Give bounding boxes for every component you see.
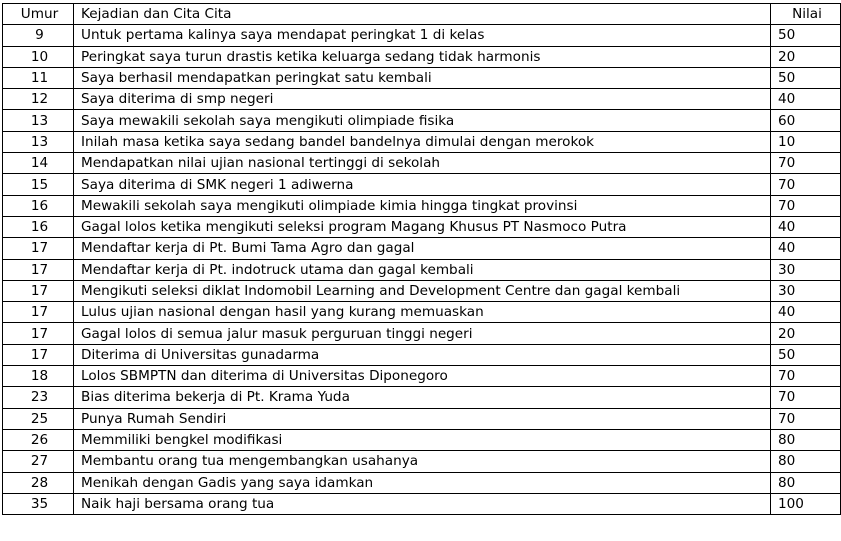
cell-score: 30 bbox=[771, 280, 841, 301]
cell-age: 28 bbox=[3, 472, 74, 493]
table-row bbox=[3, 259, 841, 280]
cell-age: 17 bbox=[3, 280, 74, 301]
cell-event: Mendaftar kerja di Pt. Bumi Tama Agro dan gagal bbox=[74, 238, 771, 259]
cell-age: 23 bbox=[3, 387, 74, 408]
table-row bbox=[3, 451, 841, 472]
cell-event: Diterima di Universitas gunadarma bbox=[74, 344, 771, 365]
table-row bbox=[3, 280, 841, 301]
cell-event: Inilah masa ketika saya sedang bandel bandelnya dimulai dengan merokok bbox=[74, 131, 771, 152]
cell-score: 80 bbox=[771, 451, 841, 472]
header-event: Kejadian dan Cita Cita bbox=[74, 4, 771, 25]
table-row bbox=[3, 46, 841, 67]
header-age: Umur bbox=[3, 4, 74, 25]
cell-score: 70 bbox=[771, 366, 841, 387]
table-row bbox=[3, 195, 841, 216]
cell-event: Peringkat saya turun drastis ketika keluarga sedang tidak harmonis bbox=[74, 46, 771, 67]
cell-age: 11 bbox=[3, 67, 74, 88]
cell-event: Saya diterima di SMK negeri 1 adiwerna bbox=[74, 174, 771, 195]
cell-age: 17 bbox=[3, 238, 74, 259]
table-row bbox=[3, 216, 841, 237]
cell-event: Naik haji bersama orang tua bbox=[74, 493, 771, 514]
cell-event: Saya mewakili sekolah saya mengikuti olimpiade fisika bbox=[74, 110, 771, 131]
life-events-table bbox=[2, 3, 841, 515]
cell-age: 26 bbox=[3, 429, 74, 450]
cell-age: 13 bbox=[3, 110, 74, 131]
cell-age: 27 bbox=[3, 451, 74, 472]
cell-score: 100 bbox=[771, 493, 841, 514]
cell-score: 50 bbox=[771, 25, 841, 46]
cell-age: 16 bbox=[3, 195, 74, 216]
cell-score: 40 bbox=[771, 302, 841, 323]
cell-event: Saya diterima di smp negeri bbox=[74, 89, 771, 110]
cell-score: 70 bbox=[771, 195, 841, 216]
cell-score: 30 bbox=[771, 259, 841, 280]
table-row bbox=[3, 493, 841, 514]
cell-age: 9 bbox=[3, 25, 74, 46]
cell-score: 70 bbox=[771, 153, 841, 174]
table-row bbox=[3, 153, 841, 174]
cell-score: 20 bbox=[771, 46, 841, 67]
table-row bbox=[3, 472, 841, 493]
cell-age: 14 bbox=[3, 153, 74, 174]
table-row bbox=[3, 344, 841, 365]
cell-score: 70 bbox=[771, 387, 841, 408]
table-row bbox=[3, 408, 841, 429]
cell-age: 16 bbox=[3, 216, 74, 237]
cell-event: Mewakili sekolah saya mengikuti olimpiade kimia hingga tingkat provinsi bbox=[74, 195, 771, 216]
cell-age: 35 bbox=[3, 493, 74, 514]
cell-age: 17 bbox=[3, 344, 74, 365]
cell-score: 10 bbox=[771, 131, 841, 152]
table-row bbox=[3, 89, 841, 110]
table-row bbox=[3, 429, 841, 450]
table-row bbox=[3, 302, 841, 323]
cell-score: 40 bbox=[771, 216, 841, 237]
cell-score: 80 bbox=[771, 472, 841, 493]
cell-event: Memmiliki bengkel modifikasi bbox=[74, 429, 771, 450]
table-row bbox=[3, 323, 841, 344]
cell-event: Saya berhasil mendapatkan peringkat satu kembali bbox=[74, 67, 771, 88]
cell-score: 50 bbox=[771, 344, 841, 365]
table-row bbox=[3, 366, 841, 387]
cell-event: Gagal lolos ketika mengikuti seleksi program Magang Khusus PT Nasmoco Putra bbox=[74, 216, 771, 237]
cell-score: 40 bbox=[771, 238, 841, 259]
table-row bbox=[3, 67, 841, 88]
cell-age: 15 bbox=[3, 174, 74, 195]
cell-score: 70 bbox=[771, 174, 841, 195]
cell-age: 25 bbox=[3, 408, 74, 429]
cell-event: Lulus ujian nasional dengan hasil yang kurang memuaskan bbox=[74, 302, 771, 323]
cell-age: 17 bbox=[3, 259, 74, 280]
cell-event: Mengikuti seleksi diklat Indomobil Learning and Development Centre dan gagal kembali bbox=[74, 280, 771, 301]
cell-event: Untuk pertama kalinya saya mendapat peringkat 1 di kelas bbox=[74, 25, 771, 46]
table-body bbox=[3, 25, 841, 515]
cell-age: 12 bbox=[3, 89, 74, 110]
cell-event: Bias diterima bekerja di Pt. Krama Yuda bbox=[74, 387, 771, 408]
cell-event: Mendaftar kerja di Pt. indotruck utama dan gagal kembali bbox=[74, 259, 771, 280]
cell-age: 18 bbox=[3, 366, 74, 387]
table-row bbox=[3, 174, 841, 195]
table-row bbox=[3, 25, 841, 46]
table-header bbox=[3, 4, 841, 25]
cell-score: 60 bbox=[771, 110, 841, 131]
cell-event: Membantu orang tua mengembangkan usahanya bbox=[74, 451, 771, 472]
cell-score: 20 bbox=[771, 323, 841, 344]
cell-score: 80 bbox=[771, 429, 841, 450]
cell-age: 17 bbox=[3, 302, 74, 323]
cell-event: Menikah dengan Gadis yang saya idamkan bbox=[74, 472, 771, 493]
header-row bbox=[3, 4, 841, 25]
cell-age: 17 bbox=[3, 323, 74, 344]
cell-age: 10 bbox=[3, 46, 74, 67]
cell-score: 50 bbox=[771, 67, 841, 88]
table-row bbox=[3, 131, 841, 152]
table-row bbox=[3, 110, 841, 131]
table-row bbox=[3, 387, 841, 408]
cell-event: Lolos SBMPTN dan diterima di Universitas Diponegoro bbox=[74, 366, 771, 387]
cell-age: 13 bbox=[3, 131, 74, 152]
cell-event: Punya Rumah Sendiri bbox=[74, 408, 771, 429]
header-score: Nilai bbox=[771, 4, 841, 25]
cell-event: Gagal lolos di semua jalur masuk perguruan tinggi negeri bbox=[74, 323, 771, 344]
cell-event: Mendapatkan nilai ujian nasional tertinggi di sekolah bbox=[74, 153, 771, 174]
cell-score: 40 bbox=[771, 89, 841, 110]
cell-score: 70 bbox=[771, 408, 841, 429]
table-row bbox=[3, 238, 841, 259]
